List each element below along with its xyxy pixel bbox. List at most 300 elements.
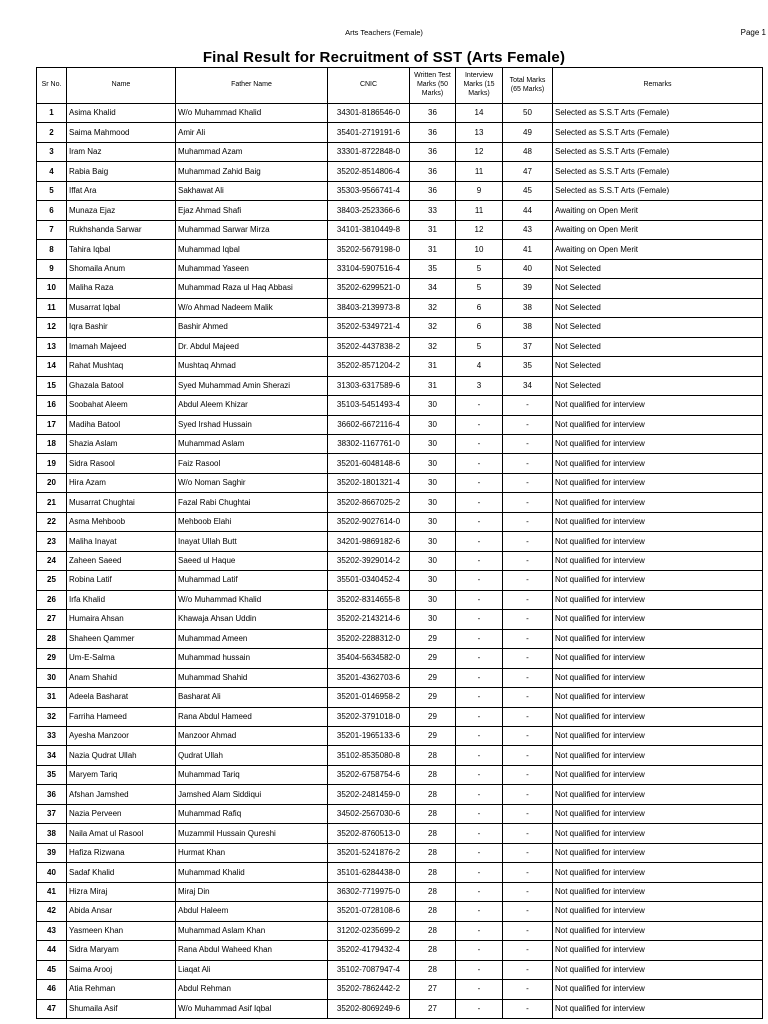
- cell-father-name: Inayat Ullah Butt: [176, 532, 328, 551]
- cell-written-marks: 30: [410, 434, 456, 453]
- table-row: [37, 960, 763, 979]
- cell-interview-marks: -: [456, 843, 503, 862]
- table-row: [37, 707, 763, 726]
- cell-total-marks: -: [503, 434, 553, 453]
- cell-sr: 47: [37, 999, 67, 1018]
- cell-sr: 7: [37, 220, 67, 239]
- cell-remarks: Awaiting on Open Merit: [553, 201, 763, 220]
- cell-interview-marks: -: [456, 980, 503, 999]
- cell-written-marks: 30: [410, 454, 456, 473]
- cell-total-marks: -: [503, 688, 553, 707]
- cell-cnic: 38302-1167761-0: [328, 434, 410, 453]
- cell-interview-marks: -: [456, 688, 503, 707]
- cell-cnic: 31303-6317589-6: [328, 376, 410, 395]
- cell-cnic: 33104-5907516-4: [328, 259, 410, 278]
- cell-cnic: 35201-0146958-2: [328, 688, 410, 707]
- cell-name: Hizra Miraj: [67, 882, 176, 901]
- cell-cnic: 35201-4362703-6: [328, 668, 410, 687]
- table-row: [37, 785, 763, 804]
- cell-interview-marks: -: [456, 863, 503, 882]
- cell-total-marks: -: [503, 473, 553, 492]
- cell-interview-marks: 5: [456, 279, 503, 298]
- cell-sr: 39: [37, 843, 67, 862]
- cell-remarks: Not qualified for interview: [553, 707, 763, 726]
- cell-father-name: Muhammad Ameen: [176, 629, 328, 648]
- cell-interview-marks: 13: [456, 123, 503, 142]
- cell-name: Maliha Inayat: [67, 532, 176, 551]
- cell-written-marks: 36: [410, 142, 456, 161]
- cell-written-marks: 28: [410, 765, 456, 784]
- cell-father-name: Bashir Ahmed: [176, 318, 328, 337]
- table-row: [37, 941, 763, 960]
- col-header-name: Name: [67, 68, 176, 104]
- cell-father-name: Muhammad Yaseen: [176, 259, 328, 278]
- cell-remarks: Not qualified for interview: [553, 746, 763, 765]
- cell-father-name: Muhammad Latif: [176, 571, 328, 590]
- table-row: [37, 454, 763, 473]
- cell-interview-marks: -: [456, 649, 503, 668]
- cell-remarks: Not qualified for interview: [553, 960, 763, 979]
- cell-sr: 38: [37, 824, 67, 843]
- cell-total-marks: -: [503, 649, 553, 668]
- cell-cnic: 35202-8571204-2: [328, 357, 410, 376]
- cell-cnic: 35102-7087947-4: [328, 960, 410, 979]
- table-row: [37, 688, 763, 707]
- table-row: [37, 240, 763, 259]
- cell-total-marks: 38: [503, 318, 553, 337]
- table-row: [37, 980, 763, 999]
- cell-name: Nazia Qudrat Ullah: [67, 746, 176, 765]
- cell-cnic: 35202-2481459-0: [328, 785, 410, 804]
- cell-father-name: Liaqat Ali: [176, 960, 328, 979]
- cell-written-marks: 31: [410, 376, 456, 395]
- cell-name: Rabia Baig: [67, 162, 176, 181]
- table-row: [37, 493, 763, 512]
- cell-total-marks: -: [503, 843, 553, 862]
- cell-remarks: Not qualified for interview: [553, 473, 763, 492]
- cell-sr: 33: [37, 727, 67, 746]
- cell-sr: 15: [37, 376, 67, 395]
- cell-name: Musarrat Iqbal: [67, 298, 176, 317]
- cell-name: Asima Khalid: [67, 104, 176, 123]
- cell-written-marks: 28: [410, 804, 456, 823]
- cell-interview-marks: -: [456, 473, 503, 492]
- cell-remarks: Not qualified for interview: [553, 512, 763, 531]
- cell-written-marks: 31: [410, 240, 456, 259]
- cell-interview-marks: 9: [456, 181, 503, 200]
- cell-father-name: Basharat Ali: [176, 688, 328, 707]
- cell-name: Naila Amat ul Rasool: [67, 824, 176, 843]
- cell-remarks: Selected as S.S.T Arts (Female): [553, 123, 763, 142]
- cell-name: Shumaila Asif: [67, 999, 176, 1018]
- cell-father-name: Muhammad Azam: [176, 142, 328, 161]
- cell-father-name: Khawaja Ahsan Uddin: [176, 610, 328, 629]
- table-row: [37, 376, 763, 395]
- cell-written-marks: 35: [410, 259, 456, 278]
- cell-total-marks: -: [503, 727, 553, 746]
- cell-name: Iram Naz: [67, 142, 176, 161]
- cell-sr: 32: [37, 707, 67, 726]
- cell-written-marks: 36: [410, 123, 456, 142]
- cell-sr: 37: [37, 804, 67, 823]
- table-row: [37, 610, 763, 629]
- cell-name: Soobahat Aleem: [67, 396, 176, 415]
- cell-written-marks: 30: [410, 551, 456, 570]
- cell-total-marks: -: [503, 921, 553, 940]
- table-row: [37, 201, 763, 220]
- cell-written-marks: 28: [410, 941, 456, 960]
- cell-total-marks: -: [503, 824, 553, 843]
- cell-cnic: 36602-6672116-4: [328, 415, 410, 434]
- cell-father-name: W/o Ahmad Nadeem Malik: [176, 298, 328, 317]
- page-title: Final Result for Recruitment of SST (Arts Female): [202, 49, 566, 66]
- cell-interview-marks: 3: [456, 376, 503, 395]
- cell-father-name: Muhammad Tariq: [176, 765, 328, 784]
- cell-cnic: 35501-0340452-4: [328, 571, 410, 590]
- cell-name: Afshan Jamshed: [67, 785, 176, 804]
- cell-name: Tahira Iqbal: [67, 240, 176, 259]
- cell-total-marks: 38: [503, 298, 553, 317]
- cell-remarks: Not qualified for interview: [553, 493, 763, 512]
- col-header-father-name: Father Name: [176, 68, 328, 104]
- cell-name: Asma Mehboob: [67, 512, 176, 531]
- cell-remarks: Selected as S.S.T Arts (Female): [553, 181, 763, 200]
- cell-remarks: Not Selected: [553, 357, 763, 376]
- cell-sr: 8: [37, 240, 67, 259]
- cell-cnic: 34201-9869182-6: [328, 532, 410, 551]
- cell-interview-marks: -: [456, 941, 503, 960]
- cell-name: Yasmeen Khan: [67, 921, 176, 940]
- cell-sr: 12: [37, 318, 67, 337]
- cell-remarks: Selected as S.S.T Arts (Female): [553, 162, 763, 181]
- cell-father-name: Muhammad Zahid Baig: [176, 162, 328, 181]
- cell-father-name: Jamshed Alam Siddiqui: [176, 785, 328, 804]
- cell-remarks: Not qualified for interview: [553, 882, 763, 901]
- cell-remarks: Not qualified for interview: [553, 902, 763, 921]
- cell-interview-marks: 11: [456, 162, 503, 181]
- cell-sr: 34: [37, 746, 67, 765]
- cell-written-marks: 30: [410, 532, 456, 551]
- cell-cnic: 35201-0728108-6: [328, 902, 410, 921]
- cell-remarks: Awaiting on Open Merit: [553, 240, 763, 259]
- cell-total-marks: -: [503, 551, 553, 570]
- cell-interview-marks: -: [456, 746, 503, 765]
- cell-cnic: 35202-3929014-2: [328, 551, 410, 570]
- table-row: [37, 532, 763, 551]
- table-row: [37, 298, 763, 317]
- cell-written-marks: 31: [410, 220, 456, 239]
- cell-cnic: 35202-2143214-6: [328, 610, 410, 629]
- cell-sr: 5: [37, 181, 67, 200]
- cell-total-marks: 50: [503, 104, 553, 123]
- cell-father-name: Qudrat Ullah: [176, 746, 328, 765]
- cell-written-marks: 28: [410, 824, 456, 843]
- table-header-row: [37, 68, 763, 104]
- cell-sr: 25: [37, 571, 67, 590]
- cell-total-marks: 45: [503, 181, 553, 200]
- cell-total-marks: 47: [503, 162, 553, 181]
- cell-father-name: Abdul Rehman: [176, 980, 328, 999]
- cell-interview-marks: -: [456, 804, 503, 823]
- table-row: [37, 727, 763, 746]
- col-header-written-test: Written Test Marks (50 Marks): [410, 68, 456, 104]
- cell-sr: 35: [37, 765, 67, 784]
- cell-written-marks: 29: [410, 727, 456, 746]
- cell-total-marks: -: [503, 396, 553, 415]
- cell-total-marks: -: [503, 493, 553, 512]
- cell-sr: 41: [37, 882, 67, 901]
- cell-interview-marks: -: [456, 610, 503, 629]
- cell-interview-marks: 14: [456, 104, 503, 123]
- cell-sr: 18: [37, 434, 67, 453]
- cell-total-marks: 39: [503, 279, 553, 298]
- cell-remarks: Not qualified for interview: [553, 765, 763, 784]
- table-row: [37, 765, 763, 784]
- cell-name: Shomaila Anum: [67, 259, 176, 278]
- cell-sr: 26: [37, 590, 67, 609]
- cell-remarks: Not qualified for interview: [553, 668, 763, 687]
- cell-cnic: 31202-0235699-2: [328, 921, 410, 940]
- cell-interview-marks: 12: [456, 142, 503, 161]
- cell-name: Ghazala Batool: [67, 376, 176, 395]
- cell-remarks: Not qualified for interview: [553, 532, 763, 551]
- cell-total-marks: 40: [503, 259, 553, 278]
- cell-cnic: 35202-1801321-4: [328, 473, 410, 492]
- cell-father-name: W/o Noman Saghir: [176, 473, 328, 492]
- cell-total-marks: -: [503, 863, 553, 882]
- cell-father-name: Saeed ul Haque: [176, 551, 328, 570]
- cell-total-marks: -: [503, 765, 553, 784]
- cell-cnic: 35202-5349721-4: [328, 318, 410, 337]
- cell-total-marks: -: [503, 415, 553, 434]
- cell-interview-marks: -: [456, 921, 503, 940]
- cell-written-marks: 27: [410, 999, 456, 1018]
- cell-cnic: 35202-4179432-4: [328, 941, 410, 960]
- cell-total-marks: 48: [503, 142, 553, 161]
- cell-written-marks: 36: [410, 104, 456, 123]
- cell-name: Nazia Perveen: [67, 804, 176, 823]
- cell-father-name: Muhammad Iqbal: [176, 240, 328, 259]
- cell-name: Imamah Majeed: [67, 337, 176, 356]
- cell-remarks: Not qualified for interview: [553, 629, 763, 648]
- cell-written-marks: 32: [410, 298, 456, 317]
- cell-remarks: Not qualified for interview: [553, 551, 763, 570]
- table-row: [37, 396, 763, 415]
- table-row: [37, 279, 763, 298]
- cell-interview-marks: -: [456, 727, 503, 746]
- cell-sr: 31: [37, 688, 67, 707]
- cell-total-marks: 37: [503, 337, 553, 356]
- cell-total-marks: -: [503, 629, 553, 648]
- cell-written-marks: 27: [410, 980, 456, 999]
- cell-father-name: Muzammil Hussain Qureshi: [176, 824, 328, 843]
- cell-name: Saima Arooj: [67, 960, 176, 979]
- cell-total-marks: 44: [503, 201, 553, 220]
- cell-father-name: Fazal Rabi Chughtai: [176, 493, 328, 512]
- cell-father-name: Manzoor Ahmad: [176, 727, 328, 746]
- cell-sr: 23: [37, 532, 67, 551]
- cell-father-name: Sakhawat Ali: [176, 181, 328, 200]
- cell-name: Adeela Basharat: [67, 688, 176, 707]
- cell-written-marks: 30: [410, 493, 456, 512]
- cell-cnic: 35202-9027614-0: [328, 512, 410, 531]
- table-row: [37, 123, 763, 142]
- cell-name: Um-E-Salma: [67, 649, 176, 668]
- document-header: Arts Teachers (Female): [345, 28, 423, 37]
- table-row: [37, 162, 763, 181]
- table-row: [37, 104, 763, 123]
- cell-written-marks: 30: [410, 512, 456, 531]
- cell-interview-marks: -: [456, 882, 503, 901]
- cell-written-marks: 29: [410, 668, 456, 687]
- page-number: Page 1: [740, 28, 766, 37]
- cell-interview-marks: 12: [456, 220, 503, 239]
- table-row: [37, 804, 763, 823]
- cell-total-marks: 34: [503, 376, 553, 395]
- cell-name: Iffat Ara: [67, 181, 176, 200]
- cell-sr: 43: [37, 921, 67, 940]
- cell-name: Maryem Tariq: [67, 765, 176, 784]
- cell-sr: 2: [37, 123, 67, 142]
- cell-cnic: 35201-5241876-2: [328, 843, 410, 862]
- cell-written-marks: 30: [410, 590, 456, 609]
- cell-interview-marks: -: [456, 902, 503, 921]
- cell-cnic: 35103-5451493-4: [328, 396, 410, 415]
- cell-written-marks: 30: [410, 571, 456, 590]
- cell-remarks: Not qualified for interview: [553, 824, 763, 843]
- cell-father-name: Abdul Haleem: [176, 902, 328, 921]
- cell-interview-marks: 5: [456, 259, 503, 278]
- cell-cnic: 35202-4437838-2: [328, 337, 410, 356]
- cell-cnic: 35202-8069249-6: [328, 999, 410, 1018]
- table-row: [37, 649, 763, 668]
- cell-written-marks: 33: [410, 201, 456, 220]
- table-row: [37, 882, 763, 901]
- cell-name: Shazia Aslam: [67, 434, 176, 453]
- cell-father-name: Syed Irshad Hussain: [176, 415, 328, 434]
- cell-total-marks: -: [503, 707, 553, 726]
- cell-sr: 13: [37, 337, 67, 356]
- table-row: [37, 999, 763, 1018]
- cell-sr: 27: [37, 610, 67, 629]
- cell-sr: 4: [37, 162, 67, 181]
- cell-name: Hira Azam: [67, 473, 176, 492]
- cell-father-name: Mehboob Elahi: [176, 512, 328, 531]
- cell-interview-marks: -: [456, 415, 503, 434]
- cell-sr: 10: [37, 279, 67, 298]
- cell-name: Musarrat Chughtai: [67, 493, 176, 512]
- cell-remarks: Not qualified for interview: [553, 396, 763, 415]
- cell-interview-marks: -: [456, 434, 503, 453]
- cell-father-name: Amir Ali: [176, 123, 328, 142]
- cell-father-name: Muhammad Aslam: [176, 434, 328, 453]
- cell-cnic: 35202-3791018-0: [328, 707, 410, 726]
- cell-name: Sidra Maryam: [67, 941, 176, 960]
- cell-cnic: 35101-6284438-0: [328, 863, 410, 882]
- cell-remarks: Not qualified for interview: [553, 454, 763, 473]
- cell-name: Iqra Bashir: [67, 318, 176, 337]
- cell-name: Shaheen Qammer: [67, 629, 176, 648]
- cell-written-marks: 34: [410, 279, 456, 298]
- table-row: [37, 434, 763, 453]
- table-row: [37, 629, 763, 648]
- cell-sr: 28: [37, 629, 67, 648]
- cell-father-name: Dr. Abdul Majeed: [176, 337, 328, 356]
- cell-interview-marks: -: [456, 590, 503, 609]
- cell-interview-marks: -: [456, 629, 503, 648]
- cell-written-marks: 30: [410, 415, 456, 434]
- cell-cnic: 35401-2719191-6: [328, 123, 410, 142]
- cell-total-marks: -: [503, 454, 553, 473]
- cell-father-name: Muhammad Khalid: [176, 863, 328, 882]
- cell-name: Rahat Mushtaq: [67, 357, 176, 376]
- cell-name: Irfa Khalid: [67, 590, 176, 609]
- cell-sr: 30: [37, 668, 67, 687]
- cell-total-marks: 35: [503, 357, 553, 376]
- table-row: [37, 473, 763, 492]
- cell-total-marks: 43: [503, 220, 553, 239]
- cell-cnic: 35202-8760513-0: [328, 824, 410, 843]
- cell-interview-marks: 6: [456, 318, 503, 337]
- cell-name: Anam Shahid: [67, 668, 176, 687]
- cell-father-name: Rana Abdul Hameed: [176, 707, 328, 726]
- cell-sr: 24: [37, 551, 67, 570]
- table-body: [37, 104, 763, 1019]
- cell-remarks: Not qualified for interview: [553, 999, 763, 1018]
- cell-cnic: 35202-8667025-2: [328, 493, 410, 512]
- table-row: [37, 843, 763, 862]
- table-row: [37, 512, 763, 531]
- cell-father-name: Muhammad Aslam Khan: [176, 921, 328, 940]
- cell-cnic: 35202-8514806-4: [328, 162, 410, 181]
- cell-remarks: Not qualified for interview: [553, 434, 763, 453]
- cell-remarks: Not qualified for interview: [553, 415, 763, 434]
- cell-remarks: Not qualified for interview: [553, 590, 763, 609]
- cell-sr: 11: [37, 298, 67, 317]
- cell-written-marks: 30: [410, 610, 456, 629]
- cell-remarks: Not qualified for interview: [553, 727, 763, 746]
- cell-interview-marks: 6: [456, 298, 503, 317]
- cell-interview-marks: -: [456, 493, 503, 512]
- cell-name: Abida Ansar: [67, 902, 176, 921]
- cell-interview-marks: -: [456, 765, 503, 784]
- cell-remarks: Not Selected: [553, 259, 763, 278]
- cell-total-marks: -: [503, 610, 553, 629]
- cell-name: Robina Latif: [67, 571, 176, 590]
- cell-remarks: Not qualified for interview: [553, 688, 763, 707]
- cell-father-name: Mushtaq Ahmad: [176, 357, 328, 376]
- cell-cnic: 35303-9566741-4: [328, 181, 410, 200]
- cell-sr: 45: [37, 960, 67, 979]
- cell-total-marks: -: [503, 902, 553, 921]
- cell-father-name: W/o Muhammad Asif Iqbal: [176, 999, 328, 1018]
- table-row: [37, 863, 763, 882]
- cell-cnic: 36302-7719975-0: [328, 882, 410, 901]
- table-row: [37, 318, 763, 337]
- cell-written-marks: 28: [410, 785, 456, 804]
- cell-cnic: 35202-2288312-0: [328, 629, 410, 648]
- cell-father-name: Rana Abdul Waheed Khan: [176, 941, 328, 960]
- col-header-sr: Sr No.: [37, 68, 67, 104]
- cell-total-marks: -: [503, 941, 553, 960]
- cell-remarks: Not qualified for interview: [553, 610, 763, 629]
- cell-written-marks: 30: [410, 396, 456, 415]
- table-row: [37, 181, 763, 200]
- cell-written-marks: 29: [410, 629, 456, 648]
- cell-name: Rukhshanda Sarwar: [67, 220, 176, 239]
- cell-sr: 16: [37, 396, 67, 415]
- cell-interview-marks: -: [456, 999, 503, 1018]
